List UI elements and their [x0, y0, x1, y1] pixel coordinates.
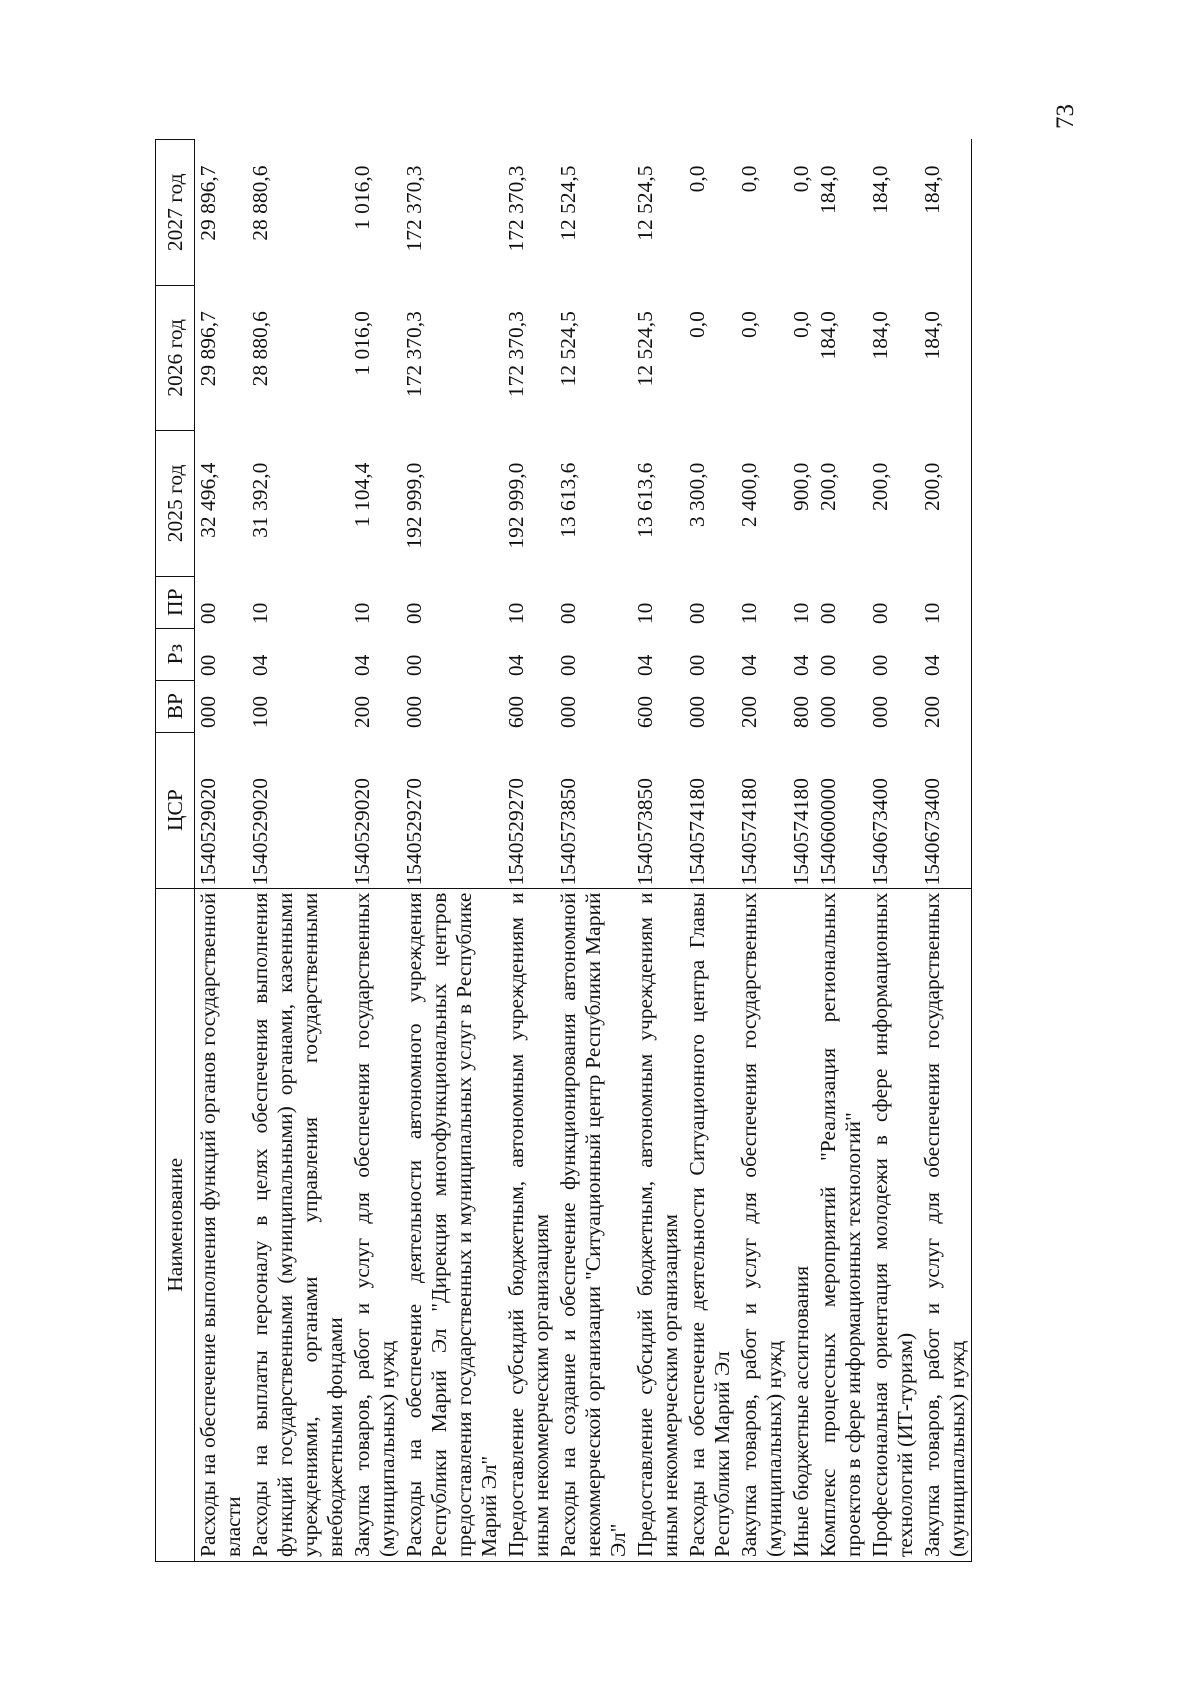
cell-2026: 29 896,7 — [196, 311, 220, 387]
cell-rz: 04 — [504, 654, 528, 677]
cell-2025: 192 999,0 — [402, 462, 426, 549]
header-pr: ПР — [156, 576, 195, 628]
cell-2025: 1 104,4 — [350, 462, 374, 528]
cell-vr: 600 — [504, 695, 528, 729]
cell-vr: 000 — [402, 695, 426, 729]
cell-2026: 184,0 — [816, 311, 840, 360]
header-csr: ЦСР — [156, 732, 195, 888]
cell-vr: 000 — [685, 695, 709, 729]
cell-pr: 00 — [196, 602, 220, 625]
cell-csr: 1540529020 — [350, 778, 374, 886]
table-row — [247, 140, 349, 1562]
cell-name: Закупка товаров, работ и услуг для обеспечения государственных (муниципальных) нужд — [919, 888, 972, 1561]
cell-vr: 100 — [248, 695, 272, 729]
cell-2026: 184,0 — [919, 285, 972, 431]
cell-rz: 00 — [402, 654, 426, 677]
table-row — [919, 140, 972, 1562]
header-2025: 2025 год — [156, 431, 195, 577]
cell-rz: 00 — [816, 654, 840, 677]
page-number: 73 — [1052, 104, 1079, 129]
cell-pr: 10 — [504, 602, 528, 625]
header-rz: Рз — [156, 628, 195, 680]
cell-name: Расходы на создание и обеспечение функционирования автономной некоммерческой организации "Ситуационный центр Республики Марий Эл" — [555, 888, 632, 1561]
cell-2027: 12 524,5 — [633, 165, 657, 241]
cell-name: Профессиональная ориентация молодежи в сфере информационных технологий (ИТ-туризм) — [867, 888, 919, 1561]
cell-pr: 10 — [737, 602, 761, 625]
cell-csr: 1540529270 — [504, 778, 528, 886]
cell-2027: 29 896,7 — [196, 165, 220, 241]
cell-2027: 184,0 — [868, 165, 892, 214]
cell-name: Расходы на обеспечение выполнения функций органов государственной власти — [195, 888, 248, 1561]
table-body — [195, 140, 972, 1562]
cell-vr: 000 — [196, 695, 220, 729]
cell-pr: 10 — [633, 602, 657, 625]
cell-rz: 00 — [685, 654, 709, 677]
cell-2025: 200,0 — [816, 462, 840, 512]
table-row — [555, 140, 632, 1562]
cell-2027: 172 370,3 — [504, 165, 528, 252]
table-row — [815, 140, 867, 1562]
cell-2025: 13 613,6 — [556, 462, 580, 538]
cell-2027: 184,0 — [919, 140, 972, 286]
cell-name: Комплекс процессных мероприятий "Реализация региональных проектов в сфере информационных технологий" — [815, 888, 867, 1561]
cell-rz: 04 — [789, 654, 813, 677]
cell-2026: 12 524,5 — [633, 311, 657, 387]
cell-name: Предоставление субсидий бюджетным, автономным учреждениям и иным некоммерческим организациям — [632, 888, 684, 1561]
cell-2026: 28 880,6 — [248, 311, 272, 387]
header-vr: ВР — [156, 680, 195, 732]
cell-pr: 10 — [248, 602, 272, 625]
cell-2026: 172 370,3 — [504, 311, 528, 398]
header-2026: 2026 год — [156, 285, 195, 431]
cell-2026: 12 524,5 — [556, 311, 580, 387]
cell-2025: 3 300,0 — [685, 462, 709, 528]
budget-table — [155, 139, 972, 1562]
cell-rz: 00 — [196, 654, 220, 677]
table-row — [349, 140, 401, 1562]
cell-vr: 200 — [919, 680, 972, 732]
cell-2025: 2 400,0 — [737, 462, 761, 528]
cell-vr: 000 — [816, 695, 840, 729]
cell-rz: 04 — [350, 654, 374, 677]
cell-csr: 1540673400 — [868, 778, 892, 886]
cell-pr: 00 — [402, 602, 426, 625]
cell-2027: 1 016,0 — [350, 165, 374, 230]
cell-csr: 1540574180 — [737, 778, 761, 886]
cell-2026: 184,0 — [868, 311, 892, 360]
header-2027: 2027 год — [156, 140, 195, 286]
cell-name: Расходы на обеспечение деятельности автономного учреждения Республики Марий Эл "Дирекция многофункциональных центров предоставления государственных и муниципальных услуг в Республике Марий Эл" — [401, 888, 503, 1561]
table-row — [632, 140, 684, 1562]
cell-name: Закупка товаров, работ и услуг для обеспечения государственных (муниципальных) нужд — [736, 888, 788, 1561]
table-row — [503, 140, 555, 1562]
table-row — [788, 140, 815, 1562]
cell-2026: 0,0 — [737, 311, 761, 338]
cell-rz: 00 — [556, 654, 580, 677]
cell-vr: 000 — [556, 695, 580, 729]
cell-csr: 1540529020 — [196, 778, 220, 886]
cell-csr: 1540600000 — [816, 778, 840, 886]
cell-name: Предоставление субсидий бюджетным, автономным учреждениям и иным некоммерческим организациям — [503, 888, 555, 1561]
cell-name: Расходы на выплаты персоналу в целях обеспечения выполнения функций государственными (муниципальными) органами, казенными учреждениями, органами управления государственными внебюджетными фондами — [247, 888, 349, 1561]
cell-pr: 10 — [919, 576, 972, 628]
cell-2025: 200,0 — [919, 431, 972, 577]
cell-name: Расходы на обеспечение деятельности Ситуационного центра Главы Республики Марий Эл — [684, 888, 736, 1561]
cell-2027: 0,0 — [737, 165, 761, 193]
cell-2025: 192 999,0 — [504, 462, 528, 549]
table-row — [684, 140, 736, 1562]
cell-pr: 00 — [868, 602, 892, 625]
table-row — [736, 140, 788, 1562]
cell-name: Закупка товаров, работ и услуг для обеспечения государственных (муниципальных) нужд — [349, 888, 401, 1561]
cell-rz: 04 — [248, 654, 272, 677]
cell-2026: 0,0 — [789, 311, 813, 338]
cell-pr: 10 — [789, 602, 813, 625]
cell-csr: 1540529020 — [248, 778, 272, 886]
header-name: Наименование — [156, 888, 195, 1561]
cell-2026: 172 370,3 — [402, 311, 426, 398]
cell-2027: 172 370,3 — [402, 165, 426, 252]
cell-2025: 32 496,4 — [196, 462, 220, 538]
table-row — [401, 140, 503, 1562]
cell-csr: 1540673400 — [919, 732, 972, 888]
cell-csr: 1540529270 — [402, 778, 426, 886]
table-row — [195, 140, 248, 1562]
cell-rz: 04 — [633, 654, 657, 677]
cell-2026: 0,0 — [685, 311, 709, 338]
cell-2025: 200,0 — [868, 462, 892, 512]
cell-csr: 1540574180 — [789, 778, 813, 886]
cell-rz: 04 — [737, 654, 761, 677]
cell-rz: 00 — [868, 654, 892, 677]
cell-pr: 00 — [556, 602, 580, 625]
cell-vr: 200 — [737, 695, 761, 729]
cell-pr: 10 — [350, 602, 374, 625]
cell-vr: 600 — [633, 695, 657, 729]
cell-csr: 1540573850 — [556, 778, 580, 886]
cell-csr: 1540573850 — [633, 778, 657, 886]
cell-name: Иные бюджетные ассигнования — [788, 888, 815, 1561]
cell-2027: 28 880,6 — [248, 165, 272, 241]
cell-vr: 800 — [789, 695, 813, 729]
cell-2025: 900,0 — [789, 462, 813, 512]
cell-2027: 184,0 — [816, 165, 840, 214]
cell-2027: 12 524,5 — [556, 165, 580, 241]
table-row — [867, 140, 919, 1562]
cell-pr: 00 — [816, 602, 840, 625]
cell-2025: 31 392,0 — [248, 462, 272, 538]
cell-rz: 04 — [919, 628, 972, 680]
cell-2025: 13 613,6 — [633, 462, 657, 538]
cell-2027: 0,0 — [789, 165, 813, 193]
cell-vr: 000 — [868, 695, 892, 729]
cell-2026: 1 016,0 — [350, 311, 374, 376]
cell-2027: 0,0 — [685, 165, 709, 193]
table-header-row — [156, 140, 195, 1562]
cell-pr: 00 — [685, 602, 709, 625]
cell-vr: 200 — [350, 695, 374, 729]
cell-csr: 1540574180 — [685, 778, 709, 886]
